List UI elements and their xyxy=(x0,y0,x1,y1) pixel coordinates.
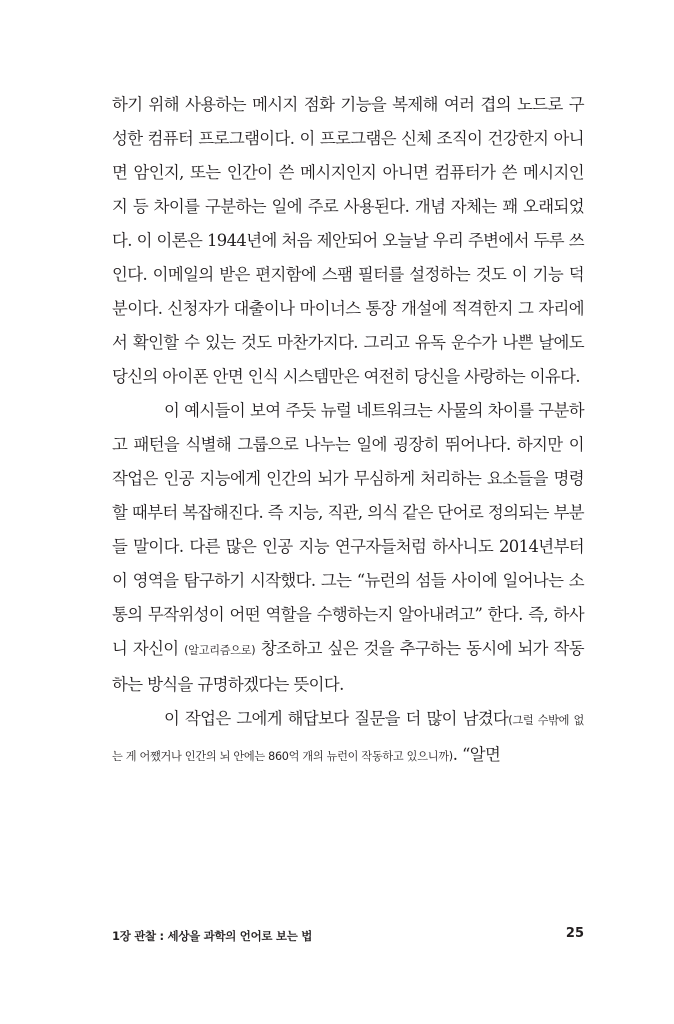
body-text xyxy=(112,88,584,774)
paragraph-3-note: (그럴 수밖에 없는 게 어쨌거나 인간의 뇌 안에는 860억 개의 뉴런이 작동하고 있으니까) xyxy=(112,714,584,763)
paragraph-3-text-after: . “알면 xyxy=(452,745,501,764)
paragraph-2 xyxy=(112,394,584,702)
paragraph-2-text-after: 창조하고 싶은 것을 추구하는 동시에 뇌가 작동하는 방식을 규명하겠다는 뜻이다. xyxy=(112,639,584,694)
paragraph-2-note: (알고리즘으로) xyxy=(184,644,256,657)
paragraph-3 xyxy=(112,702,584,774)
paragraph-1 xyxy=(112,88,584,394)
paragraph-1-text: 하기 위해 사용하는 메시지 점화 기능을 복제해 여러 겹의 노드로 구성한 컴퓨터 프로그램이다. 이 프로그램은 신체 조직이 건강한지 아니면 암인지, 또는 인간이 쓴 메시지인지 아니면 컴퓨터가 쓴 메시지인지 등 차이를 구분하는 일에 주로 사용된다. 개념 자체는 꽤 오래되었다. 이 이론은 1944년에 처음 제안되어 오늘날 우리 주변에서 두루 쓰인다. 이메일의 받은 편지함에 스팸 필터를 설정하는 것도 이 기능 덕분이다. 신청자가 대출이나 마이너스 통장 개설에 적격한지 그 자리에서 확인할 수 있는 것도 마찬가지다. 그리고 유독 운수가 나쁜 날에도 당신의 아이폰 안면 인식 시스템만은 여전히 당신을 사랑하는 이유다. xyxy=(112,95,584,386)
paragraph-2-text: 이 예시들이 보여 주듯 뉴럴 네트워크는 사물의 차이를 구분하고 패턴을 식별해 그룹으로 나누는 일에 굉장히 뛰어나다. 하지만 이 작업은 인공 지능에게 인간의 뇌가 무심하게 처리하는 요소들을 명령할 때부터 복잡해진다. 즉 지능, 직관, 의식 같은 단어로 정의되는 부분들 말이다. 다른 많은 인공 지능 연구자들처럼 하사니도 2014년부터 이 영역을 탐구하기 시작했다. 그는 “뉴런의 섬들 사이에 일어나는 소통의 무작위성이 어떤 역할을 수행하는지 알아내려고” 한다. 즉, 하사니 자신이 xyxy=(112,401,584,658)
page-number: 25 xyxy=(565,926,584,941)
chapter-title: 1장 관찰 : 세상을 과학의 언어로 보는 법 xyxy=(112,929,313,943)
page-footer xyxy=(112,924,584,948)
paragraph-3-text: 이 작업은 그에게 해답보다 질문을 더 많이 남겼다 xyxy=(164,709,509,728)
